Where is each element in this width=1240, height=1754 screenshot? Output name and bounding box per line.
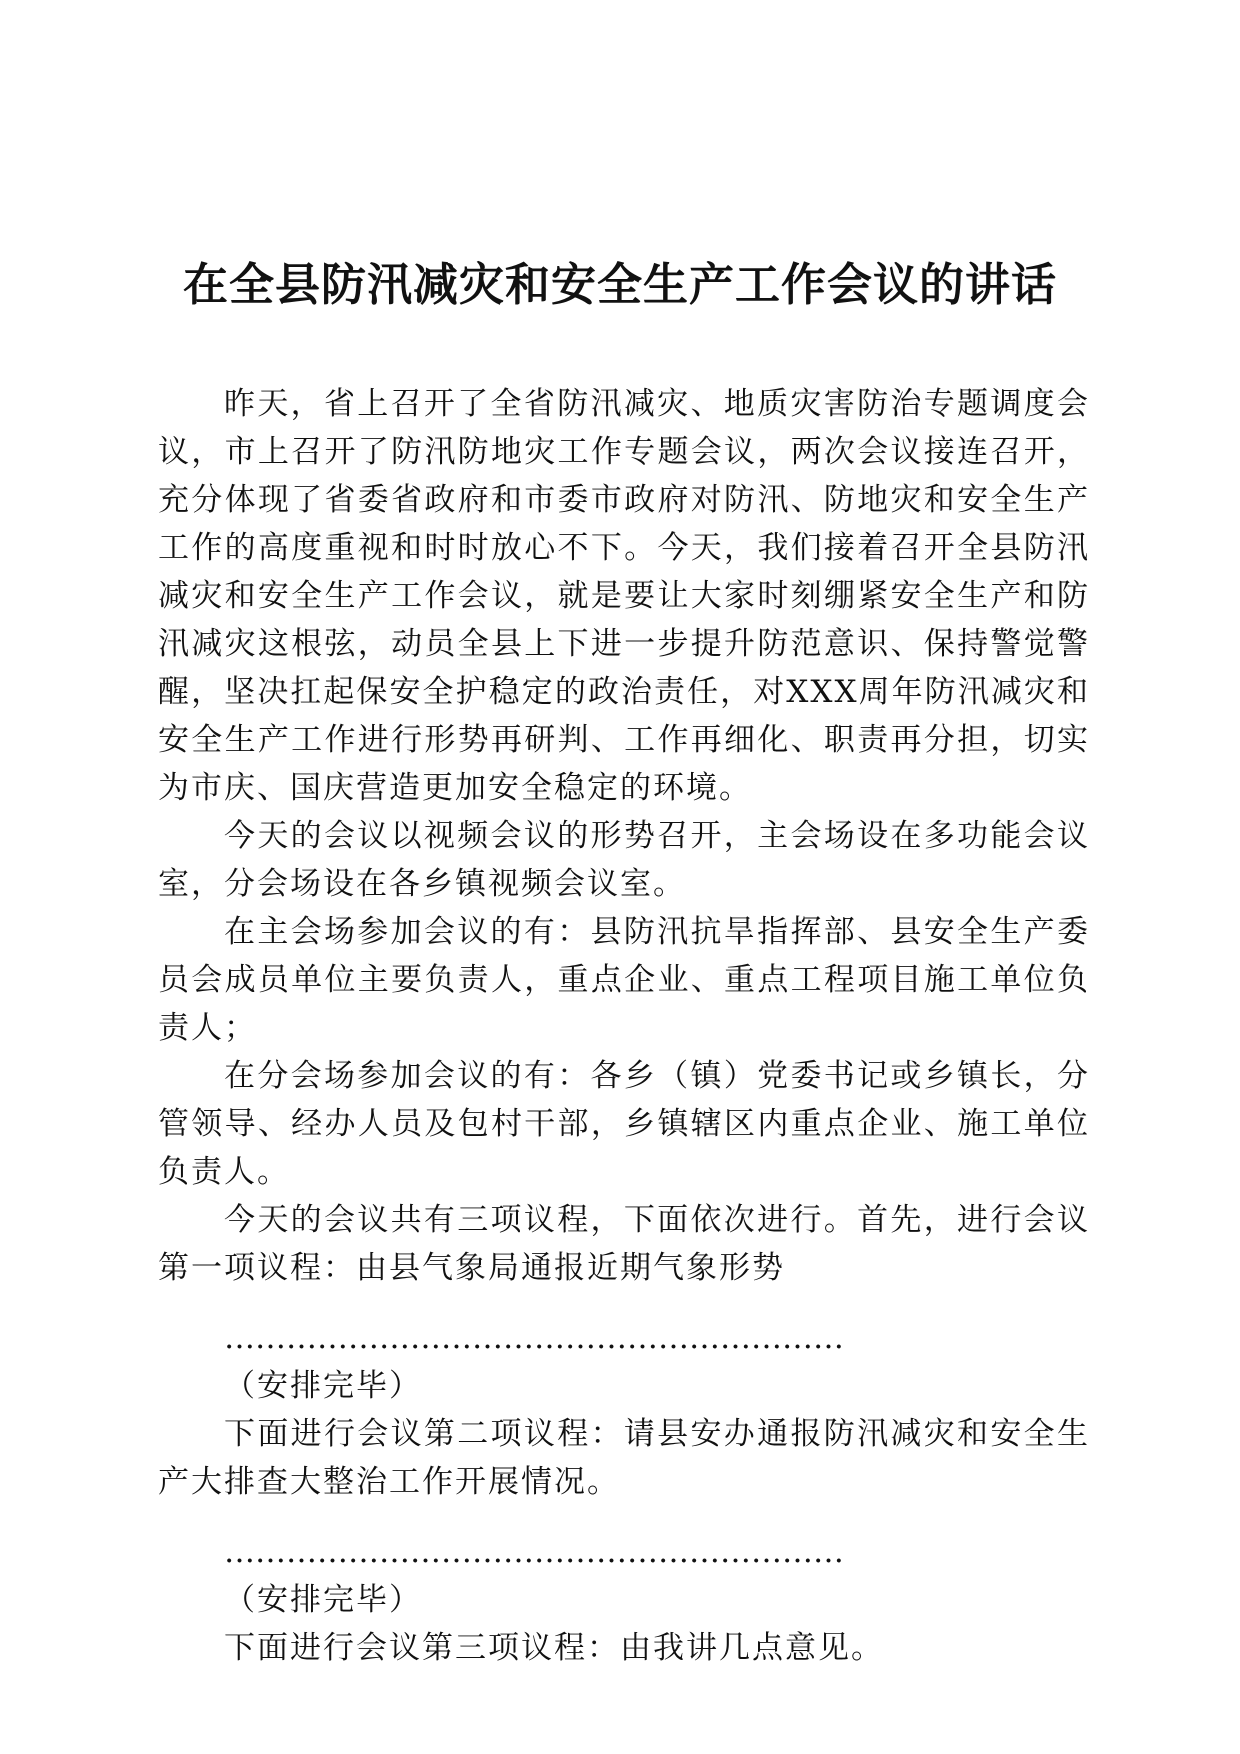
paragraph-agenda-1: 今天的会议共有三项议程，下面依次进行。首先，进行会议第一项议程：由县气象局通报近期气象形势 <box>158 1202 1090 1286</box>
paragraph-agenda-2: 下面进行会议第二项议程：请县安办通报防汛减灾和安全生产大排查大整治工作开展情况。 <box>158 1416 1090 1500</box>
paragraph-meeting-format: 今天的会议以视频会议的形势召开，主会场设在多功能会议室，分会场设在各乡镇视频会议室。 <box>158 818 1090 902</box>
ellipsis-divider-2: …………………………………………………… <box>224 1534 844 1570</box>
paragraph-agenda-3: 下面进行会议第三项议程：由我讲几点意见。 <box>224 1630 884 1666</box>
document-title: 在全县防汛减灾和安全生产工作会议的讲话 <box>182 258 1057 311</box>
paragraph-opening: 昨天，省上召开了全省防汛减灾、地质灾害防治专题调度会议，市上召开了防汛防地灾工作专题会议，两次会议接连召开，充分体现了省委省政府和市委市政府对防汛、防地灾和安全生产工作的高度重视和时时放心不下。今天，我们接着召开全县防汛减灾和安全生产工作会议，就是要让大家时刻绷紧安全生产和防汛减灾这根弦，动员全县上下进一步提升防范意识、保持警觉警醒，坚决扛起保安全护稳定的政治责任，对XXX周年防汛减灾和安全生产工作进行形势再研判、工作再细化、职责再分担，切实为市庆、国庆营造更加安全稳定的环境。 <box>158 386 1090 806</box>
paragraph-main-venue-attendees: 在主会场参加会议的有：县防汛抗旱指挥部、县安全生产委员会成员单位主要负责人，重点企业、重点工程项目施工单位负责人； <box>158 914 1090 1046</box>
document-body <box>158 380 1090 1672</box>
note-arranged-2: （安排完毕） <box>224 1582 422 1618</box>
note-arranged-1: （安排完毕） <box>224 1368 422 1404</box>
ellipsis-divider-1: …………………………………………………… <box>224 1320 844 1356</box>
paragraph-branch-venue-attendees: 在分会场参加会议的有：各乡（镇）党委书记或乡镇长，分管领导、经办人员及包村干部，乡镇辖区内重点企业、施工单位负责人。 <box>158 1058 1090 1190</box>
